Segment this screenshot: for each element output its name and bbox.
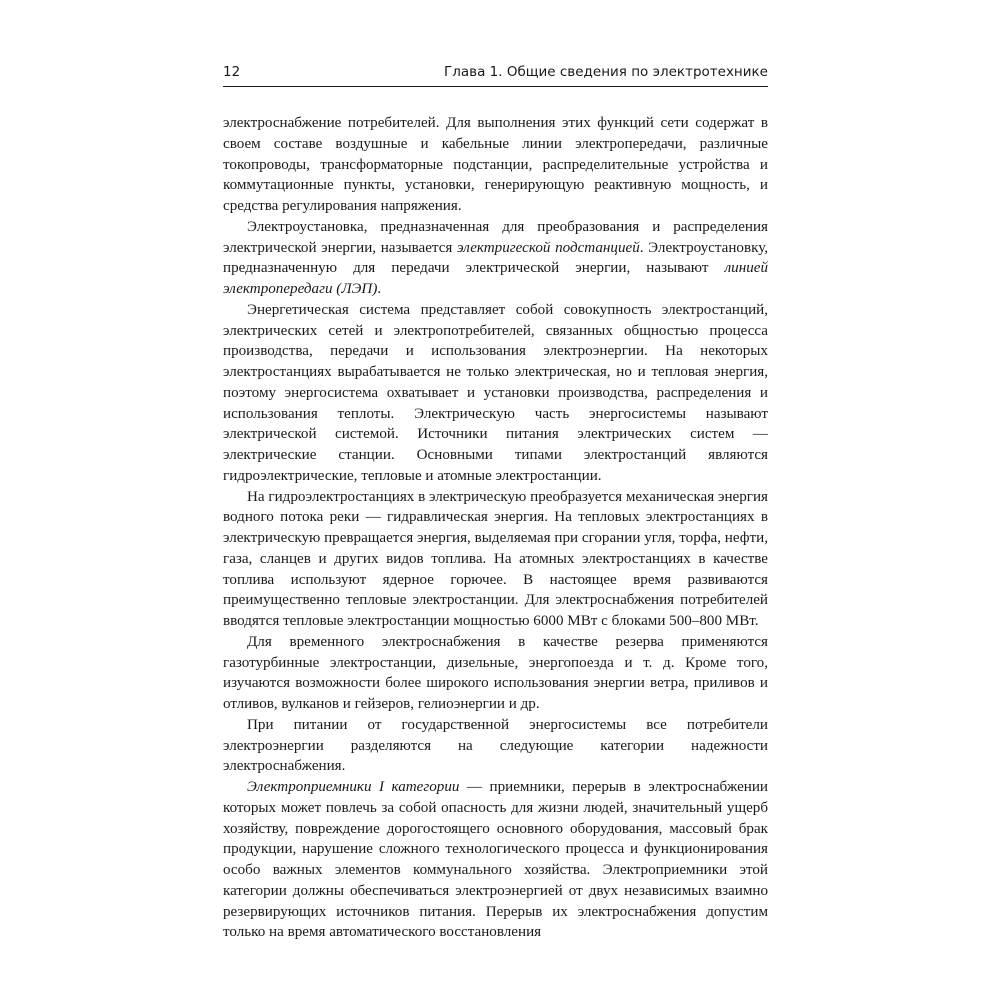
paragraph-reliability-categories: При питании от государственной энергосистемы все потребители электроэнергии разделяются на следующие категории надежности электроснабжения. [223,716,768,775]
term-power-line: линией электропередаги (ЛЭП) [223,260,768,297]
paragraph-category-one [223,777,768,943]
body-text [223,113,768,943]
running-header [223,62,768,87]
page-number: 12 [223,64,241,80]
paragraph-text: — приемники, перерыв в электроснабжении которых может повлечь за собой опасность для жизни людей, значительный ущерб хозяйству, повреждение дорогостоящего основного оборудования, массовый брак продукции, нарушение сложного технологического процесса и функционирования особо важных элементов коммунального хозяйства. Электроприемники этой категории должны обеспечиваться электроэнергией от двух независимых взаимно резервирующих источников питания. Перерыв их электроснабжения допустим только на время автоматического восстановления [223,779,769,941]
paragraph-continued: электроснабжение потребителей. Для выполнения этих функций сети содержат в своем составе воздушные и кабельные линии электропередачи, различные токопроводы, трансформаторные подстанции, распределительные устройства и коммутационные пункты, установки, генерирующую реактивную мощность, и средства регулирования напряжения. [223,115,768,214]
paragraph-text: Электроустановка, предназначенная для преобразования и распределения электрической энергии, называется [223,218,768,256]
book-page [223,62,768,943]
chapter-title: Глава 1. Общие сведения по электротехнике [444,64,768,80]
paragraph-text: . [377,281,382,297]
paragraph-text: . Электроустановку, предназначенную для передачи электрической энергии, называют [223,239,769,277]
paragraph-energy-system: Энергетическая система представляет собой совокупность электростанций, электрических сетей и электропотребителей, связанных общностью процесса производства, передачи и использования электроэнергии. На некоторых электростанциях вырабатывается не только электрическая, но и тепловая энергия, поэтому энергосистема охватывает и установки производства, распределения и использования теплоты. Электрическую часть энергосистемы называют электрической системой. Источники питания электрических систем — электрические станции. Основными типами электростанций являются гидроэлектрические, тепловые и атомные электростанции. [223,301,768,484]
term-substation: электригеской подстанцией [456,239,640,256]
paragraph-temporary-supply: Для временного электроснабжения в качестве резерва применяются газотурбинные электростанции, дизельные, энергопоезда и т. д. Кроме того, изучаются возможности более широкого использования энергии ветра, приливов и отливов, вулканов и гейзеров, гелиоэнергии и др. [223,633,768,712]
paragraph-substation-definition [223,217,768,300]
term-category-one: Электроприемники I категории [247,779,460,795]
paragraph-power-plants: На гидроэлектростанциях в электрическую преобразуется механическая энергия водного потока реки — гидравлическая энергия. На тепловых электростанциях в электрическую превращается энергия, выделяемая при сгорании угля, торфа, нефти, газа, сланцев и других видов топлива. На атомных электростанциях в качестве топлива используют ядерное горючее. В настоящее время развиваются преимущественно тепловые электростанции. Для электроснабжения потребителей вводятся тепловые электростанции мощностью 6000 МВт с блоками 500–800 МВт. [223,488,768,629]
